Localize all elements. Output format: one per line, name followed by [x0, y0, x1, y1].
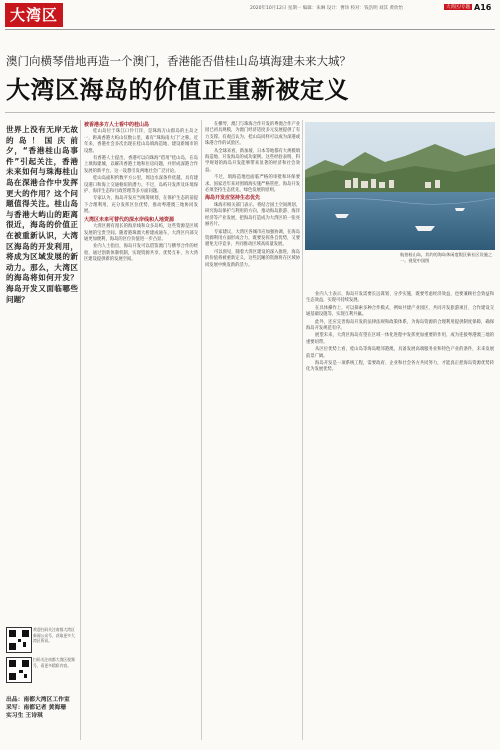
article-credits	[6, 696, 70, 720]
body-paragraph: 珠海市相关部门表示，将结合国土空间规划，研究海岛保护与利用的方向，推动海岛旅游、海洋经济等产业发展，把海岛打造成为大湾区的一张亮丽名片。	[205, 202, 300, 228]
masthead-rule	[5, 29, 495, 30]
photo-caption: 航拍桂山岛，其约的海岛休闲度假区新社区设施之一。视觉中国图	[400, 252, 493, 263]
qr-caption-1: 欢迎扫码关注南都大湾区新闻公众号，获取更多大湾区资讯。	[33, 627, 75, 643]
article-subtitle: 澳门向横琴借地再造一个澳门，香港能否借桂山岛填海建未来大城？	[6, 54, 351, 68]
body-paragraph: 从区位优势上看，桂山岛等海岛毗邻港澳，具备发展高端服务业和特色产业的条件，未来发展前景广阔。	[306, 347, 494, 359]
body-paragraph: 桂山岛面积约数平方公里，周边水深条件优越，具有建设港口和海上交通枢纽的潜力。不过，岛屿开发涉及环境保护、海洋生态和行政管理等多方面问题。	[84, 176, 198, 195]
section-heading: 海岛开发应坚持生态优先	[205, 195, 261, 202]
body-paragraph: 有香港人士提出，香港可以向珠海“借用”桂山岛，在岛上填海建城，以解决香港土地和住房问题，并形成深港合作发展的新平台。这一设想引发两地社会广泛讨论。	[84, 156, 198, 174]
column-divider	[201, 120, 202, 740]
body-paragraph: 业内人士指出，海岛开发可以借鉴澳门与横琴合作的经验，通过创新体制机制，实现资源共享、优势互补，为大湾区建设提供新的发展空间。	[84, 244, 198, 263]
headline-rule	[5, 112, 495, 113]
section-logo: 大湾区	[5, 3, 63, 27]
article-column-1	[84, 122, 198, 265]
body-paragraph: 业内人士表示，海岛开发需要长远谋划、分步实施，既要考虑经济效益，也要兼顾社会效益和生态效益，实现可持续发展。	[306, 292, 494, 304]
body-paragraph: 海岛开发是一项系统工程，需要政府、企业和社会各方共同努力，才能真正把海岛资源优势转化为发展优势。	[306, 361, 494, 373]
body-paragraph: 在横琴，澳门与珠海合作开发的粤澳合作产业园已初具规模，为澳门经济适度多元发展提供了有力支撑。有观点认为，桂山岛同样可以成为深港或珠港合作的试验区。	[205, 122, 300, 147]
body-paragraph: 不过，填海造地也面临严格的审批和环保要求。国家近年来对围填海实施严格管控，海岛开发必须坚持生态优先、绿色发展的原则。	[205, 175, 300, 194]
column-divider	[80, 120, 81, 740]
credit-writer: 采写：南都记者 黄海珊	[6, 705, 66, 711]
body-paragraph: 大湾区拥有漫长的海岸线和众多岛屿，这些资源是区域发展的宝贵空间。随着港珠澳大桥建成通车，大湾区内部交通更加便利，海岛的区位价值进一步凸显。	[84, 224, 198, 242]
body-paragraph: 此外，还应完善海岛开发的法律法规和政策体系，为海岛资源的合理利用提供制度保障，确保海岛开发规范有序。	[306, 319, 494, 332]
body-paragraph: 在具体操作上，可以探索多种合作模式，例如共建产业园区、共同开发旅游项目、合作建设交通基础设施等，实现互利共赢。	[306, 305, 494, 318]
article-column-2	[205, 122, 300, 270]
body-paragraph: 专家建议，大湾区各城市应加强协调，在海岛资源利用方面形成合力，既要发挥各自优势，又要避免无序竞争，共同推动区域高质量发展。	[205, 229, 300, 248]
section-tag: 大湾区/专题	[446, 5, 471, 10]
body-paragraph: 可以预见，随着大湾区建设的深入推进，海岛的价值将被重新定义，这些沉睡的资源将在区域协同发展中焕发新的活力。	[205, 249, 300, 268]
issue-meta: 2020年10月12日 星期一 编辑：朱琳 设计：曹珍 校对：钱浩明 刘其 黄欣怡	[250, 6, 403, 11]
credit-intern: 实习生 王诗琪	[6, 713, 43, 719]
island-aerial-photo	[305, 122, 495, 250]
qr-code-2[interactable]	[6, 657, 32, 683]
masthead	[0, 0, 500, 30]
lead-paragraph: 世界上没有无岸无故的岛！国庆前夕，“香港桂山岛事件”引起关注，香港未来如何与珠海桂山岛在深港合作中发挥更大的作用？这个问题值得关注。桂山岛与香港大屿山的距离很近，海岛的价值正在被重新认识，大湾区海岛的开发利用，将成为区域发展的新动力。那么，大湾区的海岛将如何开发？海岛开发又面临哪些问题？	[6, 125, 78, 304]
body-paragraph: 展望未来，大湾区海岛有望在区域一体化进程中发挥更加重要的作用，成为连接粤港澳三地的重要纽带。	[306, 333, 494, 345]
article-headline: 大湾区海岛的价值正重新被定义	[6, 76, 349, 104]
body-paragraph: 桂山岛位于珠江口伶仃洋，是珠海万山群岛的主岛之一，距离香港大屿山仅数公里，素有“珠海南大门”之称。近年来，香港社会多次出现在桂山岛填海造地、建设新城市的设想。	[84, 129, 198, 154]
section-heading: 被香港多方人士看中的桂山岛	[84, 122, 150, 128]
section-heading: 大湾区未来可替代的深水岸线和人地资源	[84, 216, 175, 223]
page-number: A16	[474, 3, 492, 12]
article-column-4	[306, 292, 494, 375]
qr-caption-2: 扫码关注南都大湾区视频号，看更多精彩内容。	[33, 657, 75, 668]
body-paragraph: 专家认为，海岛开发应当统筹规划，在保护生态的前提下合理利用，充分发挥区位优势，推动粤港澳三地协同发展。	[84, 196, 198, 215]
body-paragraph: 从全球来看，新加坡、日本等地都有大规模填海造地、开发海岛的成功案例。这些经验表明，科学规划的海岛开发能够带来显著的经济和社会效益。	[205, 148, 300, 173]
qr-code-1[interactable]	[6, 627, 32, 653]
island-photo-illustration	[305, 122, 495, 250]
credit-producer: 出品：南都大湾区工作室	[6, 697, 70, 703]
column-divider	[302, 120, 303, 740]
